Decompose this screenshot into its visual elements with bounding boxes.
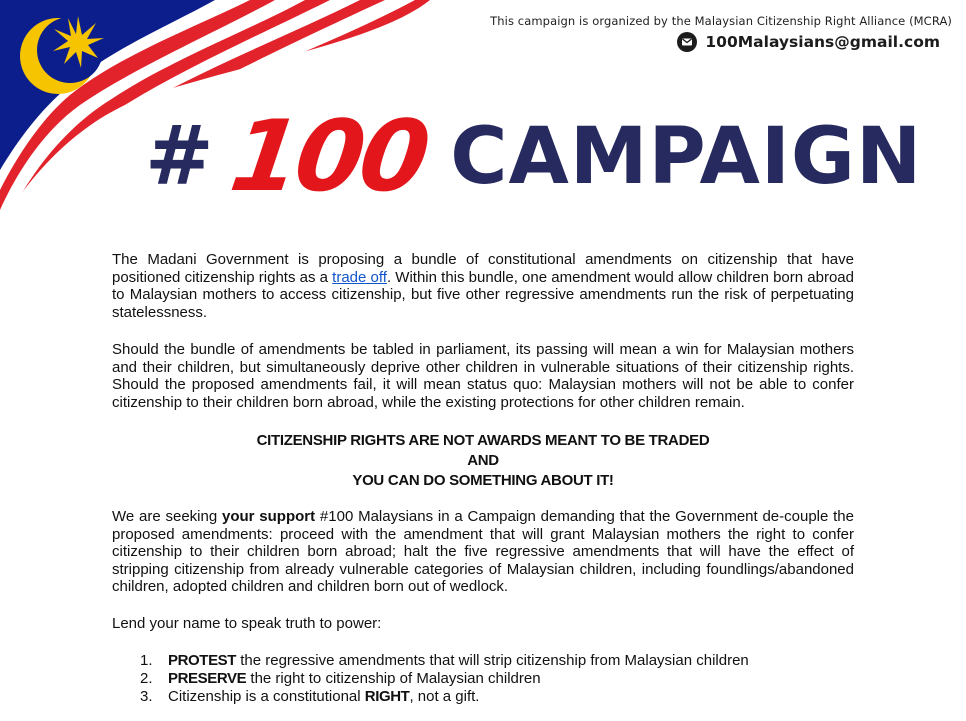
support-text-end: #100 Malaysians in a Campaign demanding that the Government de-couple the proposed amendments: proceed with the amendment that will grant Malaysian mothers the right to confer citizenship to their children born abroad; halt the five regressive amendments that will have the effect of stripping citizenship from already vulnerable categories of Malaysian children, including foundlings/abandoned children, adopted children and children born out of wedlock.	[112, 508, 854, 596]
headline-hash: #	[145, 109, 214, 204]
contact-email-row[interactable]	[677, 32, 940, 52]
mail-icon	[677, 32, 697, 52]
list-item-prefix: Citizenship is a constitutional	[168, 688, 365, 705]
list-item-text: , not a gift.	[409, 688, 480, 705]
list-item-emphasis: PROTEST	[168, 652, 237, 669]
callout-line-1: CITIZENSHIP RIGHTS ARE NOT AWARDS MEANT TO BE TRADED	[256, 432, 710, 449]
campaign-headline	[145, 100, 923, 214]
list-item	[140, 652, 749, 670]
list-item	[140, 688, 749, 706]
demands-list	[140, 652, 749, 706]
list-item-number: 3.	[140, 688, 153, 705]
trade-off-link[interactable]: trade off	[332, 268, 387, 286]
list-item-emphasis: RIGHT	[364, 688, 410, 705]
paragraph-support	[112, 508, 854, 596]
callout-block	[112, 431, 854, 491]
list-item-emphasis: PRESERVE	[168, 670, 247, 687]
headline-number: 100	[223, 100, 433, 214]
paragraph-consequences: Should the bundle of amendments be tabled in parliament, its passing will mean a win for Malaysian mothers and their children, but simultaneously deprive other children in vulnerable situations of their citizenship rights. Should the proposed amendments fail, it will mean status quo: Malaysian mothers will not be able to confer citizenship to their children born abroad, while the existing protections for other children remain.	[112, 341, 854, 411]
list-item-number: 1.	[140, 652, 153, 669]
paragraph-intro	[112, 251, 854, 321]
list-item-number: 2.	[140, 670, 153, 687]
organizer-note: This campaign is organized by the Malaysian Citizenship Right Alliance (MCRA)	[490, 14, 952, 28]
support-text-start: We are seeking	[112, 508, 222, 525]
intro-text-end: . Within this bundle, one amendment would allow children born abroad to Malaysian mothers to access citizenship, but five other regressive amendments run the risk of perpetuating statelessness.	[112, 268, 854, 321]
callout-line-3: YOU CAN DO SOMETHING ABOUT IT!	[352, 472, 614, 489]
list-item-text: the regressive amendments that will strip citizenship from Malaysian children	[236, 652, 749, 669]
list-item-text: the right to citizenship of Malaysian children	[246, 670, 541, 687]
support-emphasis: your support	[222, 508, 316, 525]
contact-email[interactable]: 100Malaysians@gmail.com	[705, 33, 940, 51]
list-item	[140, 670, 749, 688]
paragraph-call-to-action: Lend your name to speak truth to power:	[112, 615, 382, 632]
headline-word: CAMPAIGN	[450, 112, 923, 202]
callout-line-2: AND	[467, 452, 499, 469]
intro-text-start: The Madani Government is proposing a bundle of constitutional amendments on citizenship that have positioned citizenship rights as a	[112, 251, 854, 286]
